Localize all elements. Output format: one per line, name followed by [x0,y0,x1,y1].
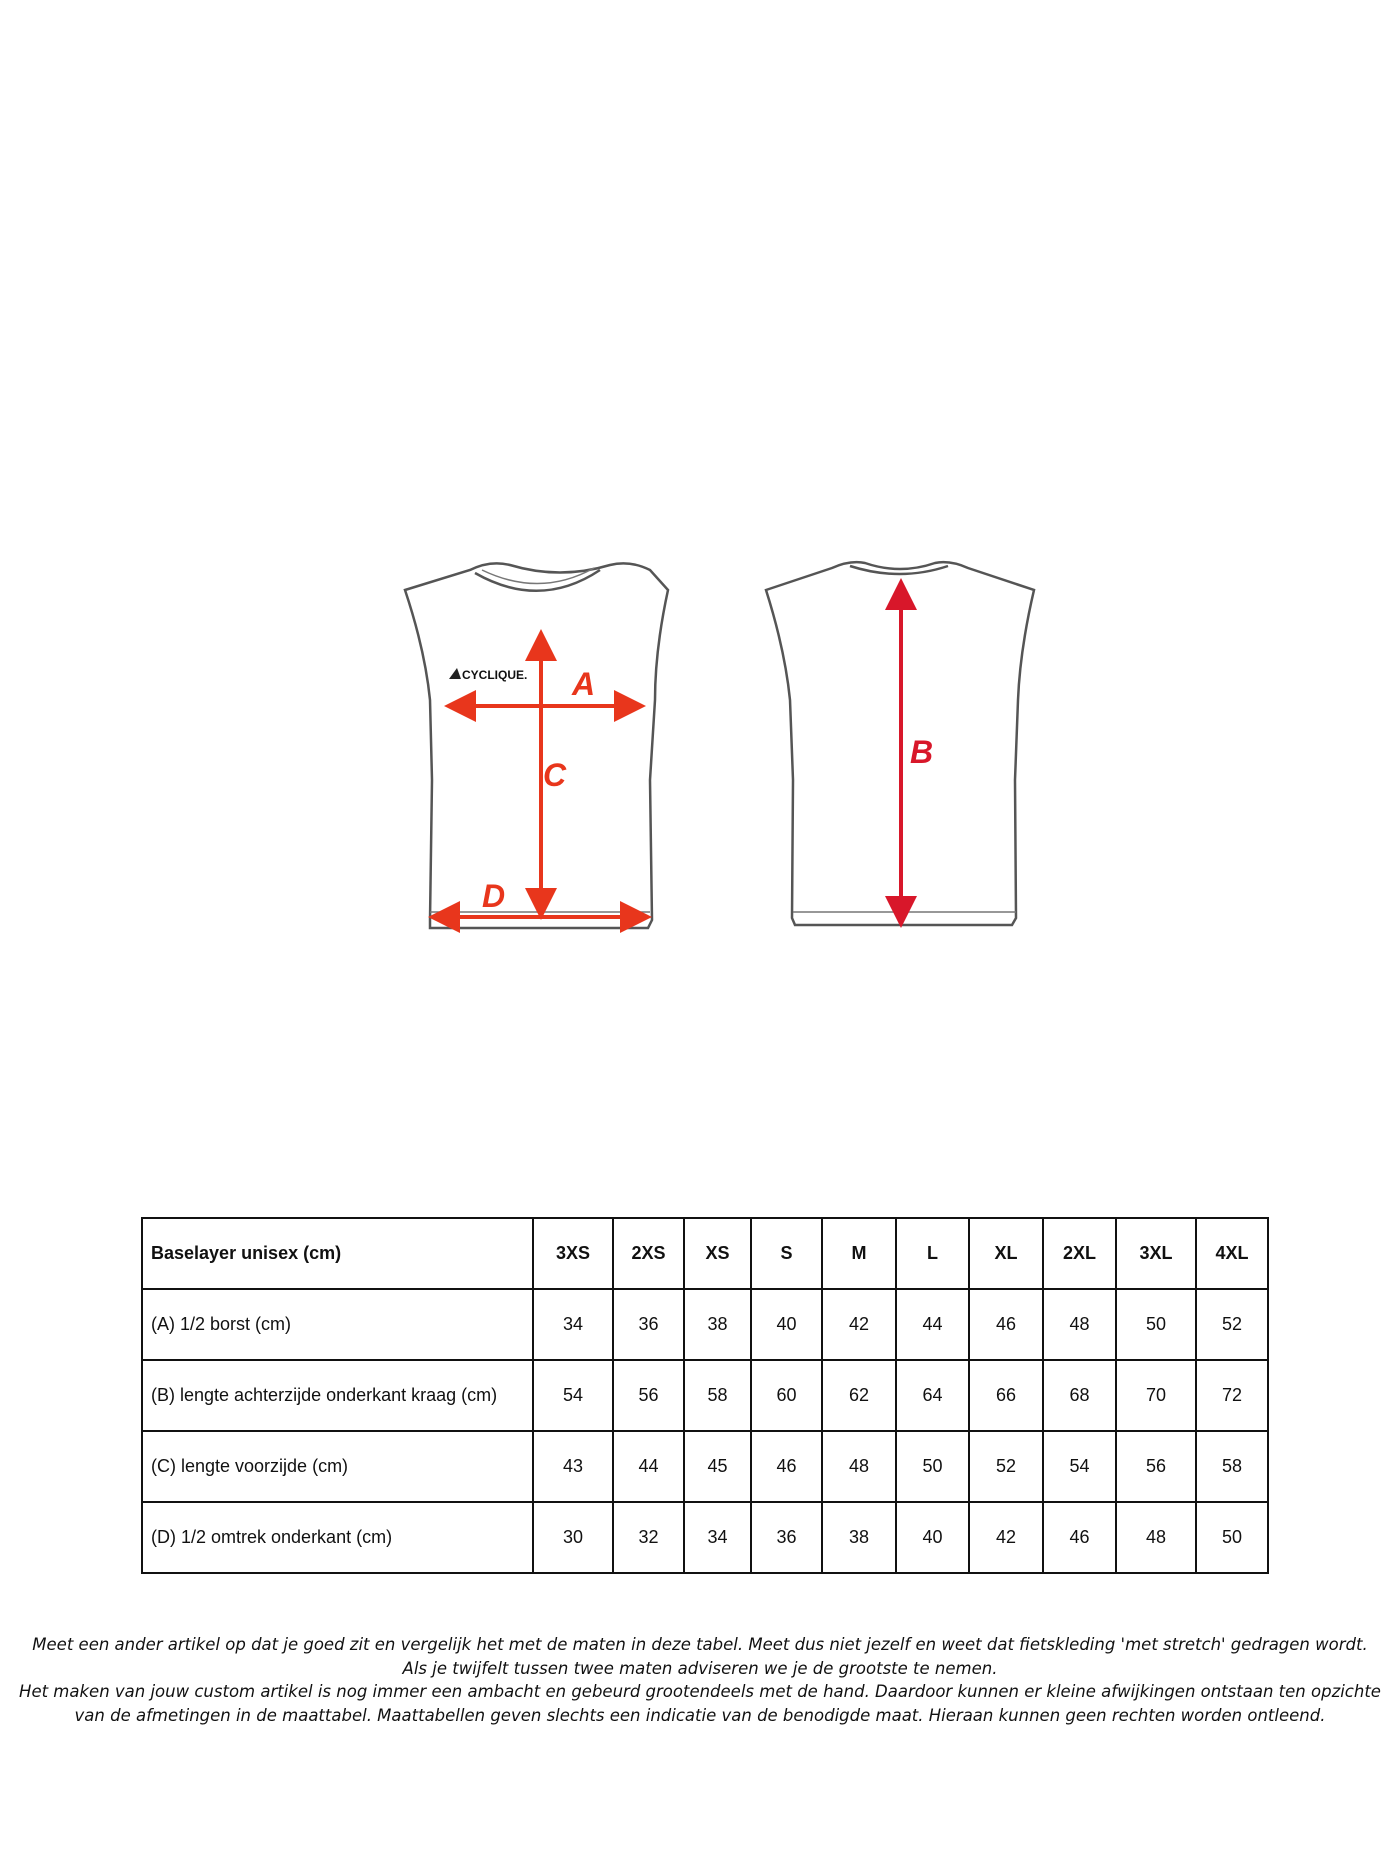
front-outline [405,563,668,928]
row-label: (D) 1/2 omtrek onderkant (cm) [142,1502,533,1573]
table-cell: 32 [613,1502,684,1573]
table-cell: 43 [533,1431,613,1502]
table-row [142,1360,1268,1431]
table-cell: 64 [896,1360,969,1431]
table-title: Baselayer unisex (cm) [142,1218,533,1289]
table-cell: 46 [969,1289,1043,1360]
disclaimer-paragraph: Het maken van jouw custom artikel is nog immer een ambacht en gebeurd grootendeels met de hand. Daardoor kunnen er kleine afwijkingen ontstaan ten opzichte van de afmetingen in de maattabel. Maattabellen geven slechts een indicatie van de benodigde maat. Hieraan kunnen geen rechten worden ontleend. [19,1682,1381,1725]
table-cell: 36 [751,1502,822,1573]
size-header: 3XL [1116,1218,1196,1289]
table-cell: 30 [533,1502,613,1573]
table-cell: 44 [613,1431,684,1502]
table-cell: 56 [613,1360,684,1431]
table-cell: 56 [1116,1431,1196,1502]
table-cell: 34 [533,1289,613,1360]
table-cell: 38 [822,1502,896,1573]
logo-text: CYCLIQUE. [462,668,528,682]
table-cell: 50 [896,1431,969,1502]
table-cell: 68 [1043,1360,1116,1431]
row-label: (B) lengte achterzijde onderkant kraag (cm) [142,1360,533,1431]
table-cell: 70 [1116,1360,1196,1431]
table-cell: 48 [822,1431,896,1502]
size-header: M [822,1218,896,1289]
table-cell: 40 [896,1502,969,1573]
label-d: D [482,878,506,914]
table-cell: 45 [684,1431,751,1502]
logo-mark-icon [449,668,461,679]
size-header: 3XS [533,1218,613,1289]
table-cell: 44 [896,1289,969,1360]
label-c: C [543,757,567,793]
size-header: L [896,1218,969,1289]
label-a: A [572,666,596,702]
size-header: S [751,1218,822,1289]
label-b: B [910,734,934,770]
cyclique-logo [449,668,527,682]
front-collar [475,570,600,591]
table-cell: 54 [533,1360,613,1431]
size-header: 2XS [613,1218,684,1289]
row-label: (A) 1/2 borst (cm) [142,1289,533,1360]
table-cell: 52 [1196,1289,1268,1360]
table-cell: 58 [1196,1431,1268,1502]
table-cell: 46 [1043,1502,1116,1573]
table-cell: 54 [1043,1431,1116,1502]
table-cell: 58 [684,1360,751,1431]
table-row [142,1502,1268,1573]
table-header-row [142,1218,1268,1289]
size-header: XS [684,1218,751,1289]
table-cell: 60 [751,1360,822,1431]
size-header: XL [969,1218,1043,1289]
size-table [141,1217,1269,1574]
table-cell: 48 [1116,1502,1196,1573]
disclaimer [18,1633,1382,1727]
table-cell: 40 [751,1289,822,1360]
back-view [766,562,1034,925]
size-header: 4XL [1196,1218,1268,1289]
size-header: 2XL [1043,1218,1116,1289]
table-cell: 50 [1116,1289,1196,1360]
table-cell: 62 [822,1360,896,1431]
table-cell: 38 [684,1289,751,1360]
table-cell: 42 [822,1289,896,1360]
table-cell: 48 [1043,1289,1116,1360]
table-cell: 42 [969,1502,1043,1573]
table-cell: 50 [1196,1502,1268,1573]
table-cell: 34 [684,1502,751,1573]
table-cell: 66 [969,1360,1043,1431]
table-cell: 52 [969,1431,1043,1502]
table-row [142,1289,1268,1360]
disclaimer-paragraph: Meet een ander artikel op dat je goed zit en vergelijk het met de maten in deze tabel. Meet dus niet jezelf en weet dat fietskleding 'met stretch' gedragen wordt. Als je twijfelt tussen twee maten adviseren we je de grootste te nemen. [32,1635,1368,1678]
table-cell: 46 [751,1431,822,1502]
row-label: (C) lengte voorzijde (cm) [142,1431,533,1502]
front-view [405,563,668,928]
table-cell: 36 [613,1289,684,1360]
table-cell: 72 [1196,1360,1268,1431]
table-row [142,1431,1268,1502]
